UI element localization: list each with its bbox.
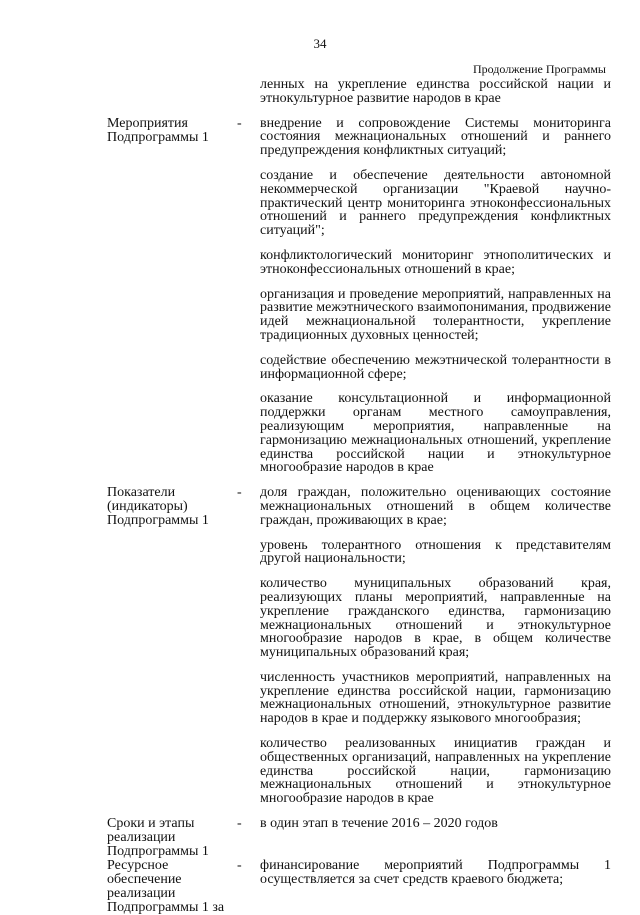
table-row-resources xyxy=(107,859,613,915)
paragraph: организация и проведение мероприятий, направленных на развитие межэтнического взаимопонимания, продвижение идей межнациональной толерантности, укрепление традиционных духовных ценностей; xyxy=(260,286,611,343)
table-row-measures xyxy=(107,117,613,487)
page-number: 34 xyxy=(313,36,327,51)
row-content xyxy=(260,78,611,117)
paragraph: доля граждан, положительно оценивающих состояние межнациональных отношений в общем количестве граждан, проживающих в крае; xyxy=(260,485,611,528)
row-dash: - xyxy=(237,115,242,131)
paragraph: в один этап в течение 2016 – 2020 годов xyxy=(260,816,498,832)
table-row-terms xyxy=(107,817,613,859)
row-content xyxy=(260,117,611,487)
paragraph: финансирование мероприятий Подпрограммы 1 осуществляется за счет средств краевого бюджета; xyxy=(260,858,611,887)
paragraph: создание и обеспечение деятельности автономной некоммерческой организации "Краевой научно-практический центр мониторинга этноконфессиональных отношений и раннего предупреждения конфликтных ситуаций"; xyxy=(260,167,611,239)
table-row-indicators xyxy=(107,486,613,817)
table-row xyxy=(107,78,613,117)
row-label: Мероприятия Подпрограммы 1 xyxy=(107,115,209,145)
row-label: Ресурсное обеспечение реализации Подпрограммы 1 за xyxy=(107,858,225,915)
row-label: Сроки и этапы реализации Подпрограммы 1 xyxy=(107,816,209,860)
continuation-heading: Продолжение Программы xyxy=(472,62,606,76)
paragraph: численность участников мероприятий, направленных на укрепление единства российской нации, гармонизацию межнациональных отношений, этнокультурное развитие народов в крае и поддержку языкового многообразия; xyxy=(260,669,611,727)
row-dash: - xyxy=(237,485,242,501)
paragraph: количество реализованных инициатив граждан и общественных организаций, направленных на укрепление единства российской нации, гармонизацию межнациональных отношений и этнокультурное многообразие народов в крае xyxy=(260,736,611,807)
program-table xyxy=(107,78,613,915)
paragraph: ленных на укрепление единства российской нации и этнокультурное развитие народов в крае xyxy=(260,77,611,106)
row-label: Показатели (индикаторы) Подпрограммы 1 xyxy=(107,485,209,529)
paragraph: уровень толерантного отношения к представителям другой национальности; xyxy=(260,537,611,567)
paragraph: содействие обеспечению межэтнической толерантности в информационной сфере; xyxy=(260,352,611,382)
paragraph: количество муниципальных образований края, реализующих планы мероприятий, направленные на укрепление гражданского единства, гармонизацию межнациональных отношений и этнокультурное многообразие народов в крае, в общем количестве муниципальных образований края; xyxy=(260,576,611,661)
row-content xyxy=(260,859,611,898)
paragraph: оказание консультационной и информационной поддержки органам местного самоуправления, реализующим мероприятия, направленные на гармонизацию межнациональных отношений, укрепление единства российской нации и этнокультурное многообразие народов в крае xyxy=(260,391,611,476)
paragraph: внедрение и сопровождение Системы мониторинга состояния межнациональных отношений и раннего предупреждения конфликтных ситуаций; xyxy=(260,115,611,159)
row-content xyxy=(260,817,611,842)
row-dash: - xyxy=(237,816,242,832)
row-content xyxy=(260,486,611,817)
paragraph: конфликтологический мониторинг этнополитических и этноконфессиональных отношений в крае; xyxy=(260,247,611,277)
row-dash: - xyxy=(237,858,242,874)
